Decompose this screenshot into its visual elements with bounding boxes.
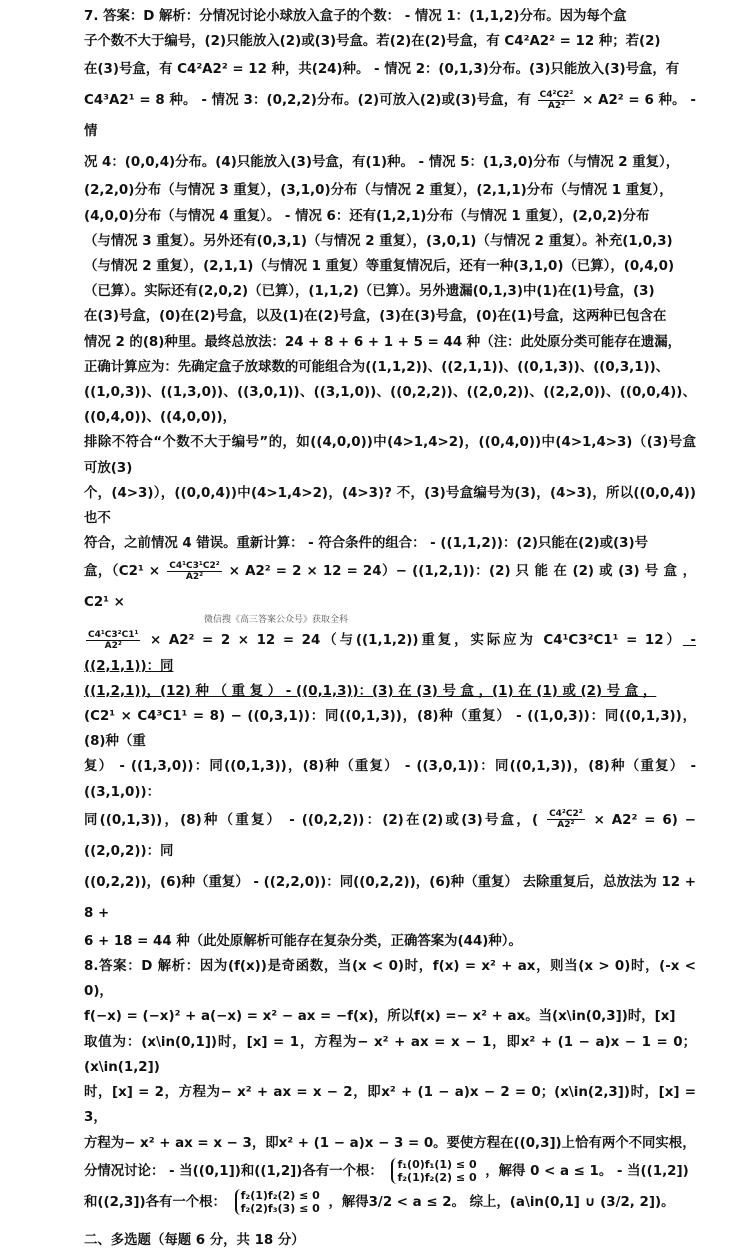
q7-line: 正确计算应为：先确定盒子放球数的可能组合为((1,1,2))、((2,1,1))、((0,1,3))、((0,3,1))、 xyxy=(84,359,670,375)
q7-line: （已算）。实际还有(2,0,2)（已算），(1,1,2)（已算）。另外遗漏(0,1,3)中(1)在(1)号盒，(3) xyxy=(84,284,655,300)
q7-line xyxy=(84,805,696,867)
inequality: f₂(1)f₂(2) ≤ 0 xyxy=(240,1188,320,1202)
q8-line: 时，[x] = 2，方程为− x² + ax = x − 2，即x² + (1 − a)x − 2 = 0；(x\in(2,3])时，[x] = 3， xyxy=(84,1085,696,1126)
inequality-system xyxy=(235,1189,320,1215)
q7-line: (4,0,0)分布（与情况 4 重复）。 - 情况 6：还有(1,2,1)分布（与情况 1 重复），(2,0,2)分布 xyxy=(84,208,650,224)
q7-line: (C2¹ × C4³C1¹ = 8) − ((0,3,1))：同((0,1,3))，(8)种（重复） - ((1,0,3))：同((0,1,3))，(8)种（重 xyxy=(84,709,696,750)
fraction xyxy=(538,90,576,111)
text-segment: × A2² = 2 × 12 = 24（与((1,1,2))重复，实际应为 C4¹C3²C1¹ = 12） xyxy=(150,633,683,649)
fraction-numerator: C4¹C3²C1¹ xyxy=(88,629,139,640)
fraction xyxy=(547,809,585,830)
q8-line: f(−x) = (−x)² + a(−x) = x² − ax = −f(x)，所以f(x) =− x² + ax。当(x\in(0,3])时，[x] xyxy=(84,1009,676,1025)
q7-line xyxy=(84,556,696,618)
fraction xyxy=(86,630,140,651)
q7-line: 复） - ((1,3,0))：同((0,1,3))，(8)种（重复） - ((3,0,1))：同((0,1,3))，(8)种（重复） - ((3,1,0))： xyxy=(84,759,696,800)
text-segment: 盒，（C2¹ × xyxy=(84,564,161,580)
inequality: f₂(1)f₂(2) ≤ 0 xyxy=(397,1170,477,1184)
q7-line: 符合，之前情况 4 错误。重新计算： - 符合条件的组合： - ((1,1,2))：(2)只能在(2)或(3)号 xyxy=(84,536,649,552)
inequality: f₂(2)f₃(3) ≤ 0 xyxy=(240,1201,320,1215)
text-segment: × A2² = 2 × 12 = 24）− ((1,2,1))：(2) 只 能 在 (2) 或 (3) 号 盒 ，C2¹ × xyxy=(84,564,696,611)
text-segment: ，解得 0 < a ≤ 1。 - 当((1,2]) xyxy=(485,1163,689,1179)
q7-line: 情况 2 的(8)种里。最终总放法：24 + 8 + 6 + 1 + 5 = 44 种（注：此处原分类可能存在遗漏， xyxy=(84,334,682,350)
fraction-numerator: C4¹C3¹C2² xyxy=(169,560,220,571)
inequality: f₁(0)f₁(1) ≤ 0 xyxy=(397,1157,477,1171)
fraction-denominator: A2² xyxy=(185,571,204,582)
text-segment: × A2² = 6) − ((2,0,2))：同 xyxy=(84,812,696,859)
q7-line: （与情况 2 重复），(2,1,1)（与情况 1 重复）等重复情况后，还有一种(3,1,0)（已算），(0,4,0) xyxy=(84,259,675,275)
question-7-solution xyxy=(84,4,696,954)
q8-line xyxy=(84,1187,696,1218)
question-8-solution xyxy=(84,954,696,1218)
fraction xyxy=(167,561,221,582)
q7-line xyxy=(84,679,696,704)
fraction-denominator: A2² xyxy=(547,100,566,111)
fraction-denominator: A2² xyxy=(104,640,122,651)
q7-line: (2,2,0)分布（与情况 3 重复），(3,1,0)分布（与情况 2 重复），(2,1,1)分布（与情况 1 重复）， xyxy=(84,183,673,199)
underlined-text: - ((2,1,1))：同 xyxy=(84,633,696,674)
text-segment: C4³A2¹ = 8 种。 - 情况 3：(0,2,2)分布。(2)可放入(2)或(3)号盒，有 xyxy=(84,93,531,109)
q8-line: 方程为− x² + ax = x − 3，即x² + (1 − a)x − 3 = 0。要使方程在((0,3])上恰有两个不同实根， xyxy=(84,1135,696,1151)
q7-line: 子个数不大于编号，(2)只能放入(2)或(3)号盒。若(2)在(2)号盒，有 C4²A2² = 12 种；若(2) xyxy=(84,34,661,50)
fraction-numerator: C4²C2² xyxy=(539,89,574,100)
text-segment: 同((0,1,3))，(8)种（重复） - ((0,2,2))：(2)在(2)或(3)号盒，( xyxy=(84,812,539,828)
underlined-text: - ((0,1,3))：(3) 在 (3) 号 盒 ，(1) 在 (1) 或 (2) 号 盒 ， xyxy=(281,683,657,699)
q7-line xyxy=(84,628,696,678)
inequality-system xyxy=(391,1158,476,1184)
fraction-numerator: C4²C2² xyxy=(549,809,583,820)
q7-line: 在(3)号盒，(0)在(2)号盒，以及(1)在(2)号盒，(3)在(3)号盒，(0)在(1)号盒，这两种已包含在 xyxy=(84,309,667,325)
q8-line: 取值为：(x\in(0,1])时，[x] = 1，方程为− x² + ax = x − 1，即x² + (1 − a)x − 1 = 0；(x\in(1,2]) xyxy=(84,1034,696,1075)
q7-line: ((0,2,2))，(6)种（重复） - ((2,2,0))：同((0,2,2))，(6)种（重复） 去除重复后，总放法为 12 + 8 + xyxy=(84,874,696,921)
section-heading: 二、多选题（每题 6 分，共 18 分） xyxy=(84,1232,305,1248)
q7-line: 个，(4>3)），((0,0,4))中(4>1,4>2)，(4>3)? 不，(3)号盒编号为(3)，(4>3)，所以((0,0,4))也不 xyxy=(84,485,696,527)
watermark: 微信搜《高三答案公众号》获取全科 xyxy=(204,615,349,626)
text-segment: 和((2,3])各有一个根： xyxy=(84,1194,226,1210)
underlined-text: ((1,2,1))，(12) 种 （ 重 复 ） xyxy=(84,683,282,699)
q7-line: 况 4：(0,0,4)分布。(4)只能放入(3)号盒，有(1)种。 - 情况 5：(1,3,0)分布（与情况 2 重复）， xyxy=(84,155,680,171)
q7-line: ((1,0,3))、((1,3,0))、((3,0,1))、((3,1,0))、((0,2,2))、((2,0,2))、((2,2,0))、((0,0,4))、((0,4,0))、((4,0,0))， xyxy=(84,385,696,426)
text-segment: 分情况讨论： - 当((0,1])和((1,2])各有一个根： xyxy=(84,1163,383,1179)
text-segment: ，解得3/2 < a ≤ 2。 综上，(a\in(0,1] ∪ (3/2, 2])。 xyxy=(328,1194,675,1210)
q7-line: 在(3)号盒，有 C4²A2² = 12 种，共(24)种。 - 情况 2：(0,1,3)分布。(3)只能放入(3)号盒，有 xyxy=(84,62,680,78)
q7-line: （与情况 3 重复）。另外还有(0,3,1)（与情况 2 重复），(3,0,1)（与情况 2 重复）。补充(1,0,3) xyxy=(84,233,673,249)
q7-line xyxy=(84,85,696,147)
q7-line: 7. 答案：D 解析：分情况讨论小球放入盒子的个数： - 情况 1：(1,1,2)分布。因为每个盒 xyxy=(84,9,627,24)
q7-line: 6 + 18 = 44 种（此处原解析可能存在复杂分类，正确答案为(44)种）。 xyxy=(84,933,522,949)
q7-line: 排除不符合“个数不大于编号”的，如((4,0,0))中(4>1,4>2)，((0,4,0))中(4>1,4>3)（(3)号盒可放(3) xyxy=(84,435,696,476)
q8-line xyxy=(84,1156,696,1187)
fraction-denominator: A2² xyxy=(557,820,575,831)
q8-line: 8.答案：D 解析：因为(f(x))是奇函数，当(x < 0)时，f(x) = x² + ax，则当(x > 0)时，(-x < 0)， xyxy=(84,959,696,1000)
text-segment: × A2² = 6 种。 - 情 xyxy=(84,93,696,140)
answer-page xyxy=(84,4,696,1253)
